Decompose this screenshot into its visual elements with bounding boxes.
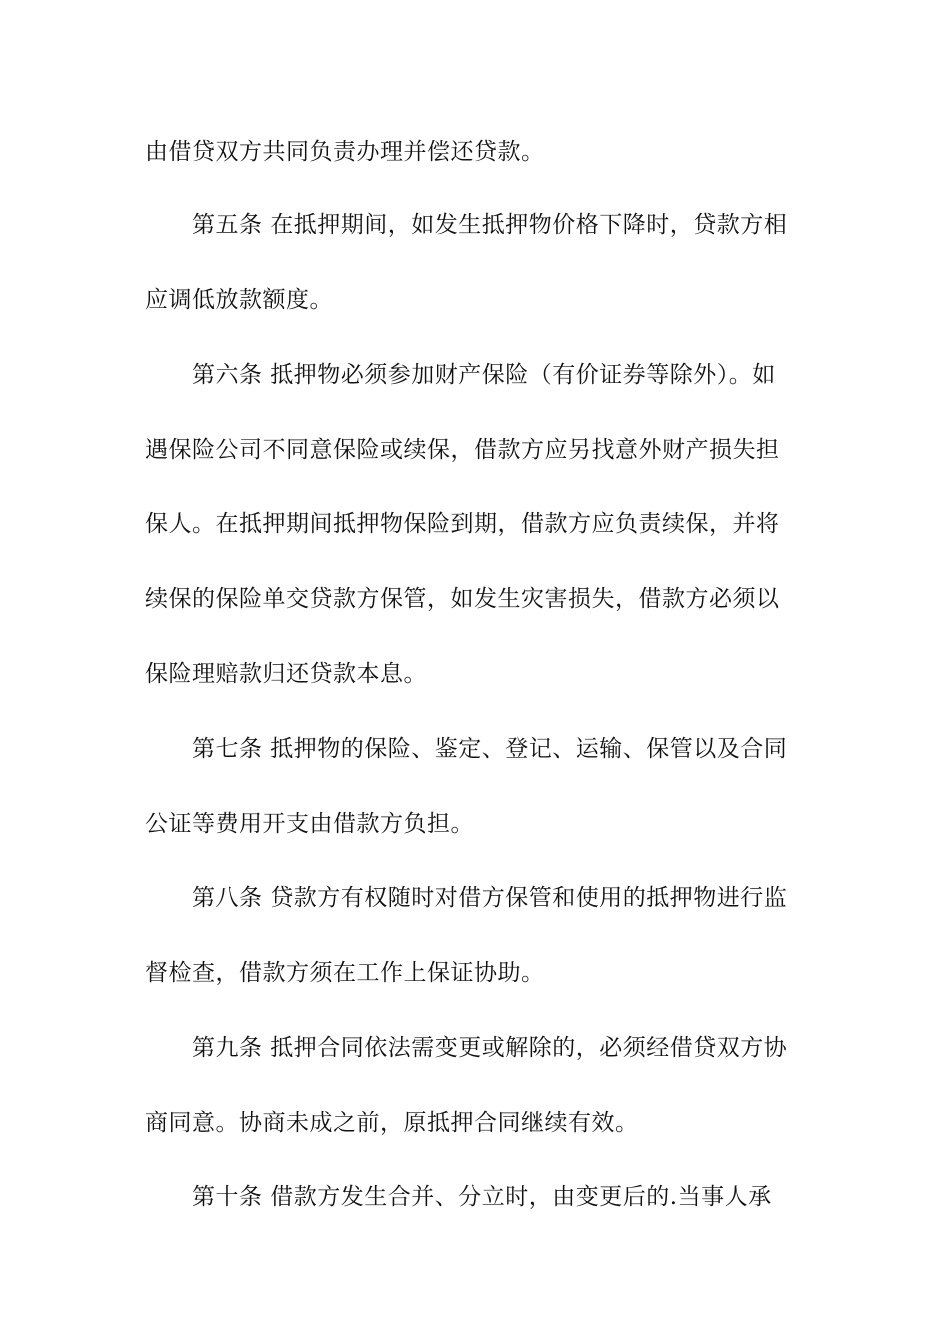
article-8-line: 第八条 贷款方有权随时对借方保管和使用的抵押物进行监 — [192, 885, 788, 911]
article-10-line: 第十条 借款方发生合并、分立时，由变更后的.当事人承 — [192, 1184, 772, 1210]
text-line: 公证等费用开支由借款方负担。 — [145, 811, 474, 837]
article-7-line: 第七条 抵押物的保险、鉴定、登记、运输、保管以及合同 — [192, 736, 788, 762]
text-line: 督检查，借款方须在工作上保证协助。 — [145, 960, 545, 986]
article-5-line: 第五条 在抵押期间，如发生抵押物价格下降时，贷款方相 — [192, 212, 788, 238]
text-line: 由借贷双方共同负责办理并偿还贷款。 — [145, 139, 545, 165]
text-line: 续保的保险单交贷款方保管，如发生灾害损失，借款方必须以 — [145, 586, 780, 612]
text-line: 保人。在抵押期间抵押物保险到期，借款方应负责续保，并将 — [145, 511, 780, 537]
text-line: 商同意。协商未成之前，原抵押合同继续有效。 — [145, 1110, 639, 1136]
text-line: 遇保险公司不同意保险或续保，借款方应另找意外财产损失担 — [145, 437, 780, 463]
text-line: 保险理赔款归还贷款本息。 — [145, 661, 427, 687]
article-9-line: 第九条 抵押合同依法需变更或解除的，必须经借贷双方协 — [192, 1035, 788, 1061]
article-6-line: 第六条 抵押物必须参加财产保险（有价证券等除外）。如 — [192, 362, 776, 388]
text-line: 应调低放款额度。 — [145, 287, 333, 313]
